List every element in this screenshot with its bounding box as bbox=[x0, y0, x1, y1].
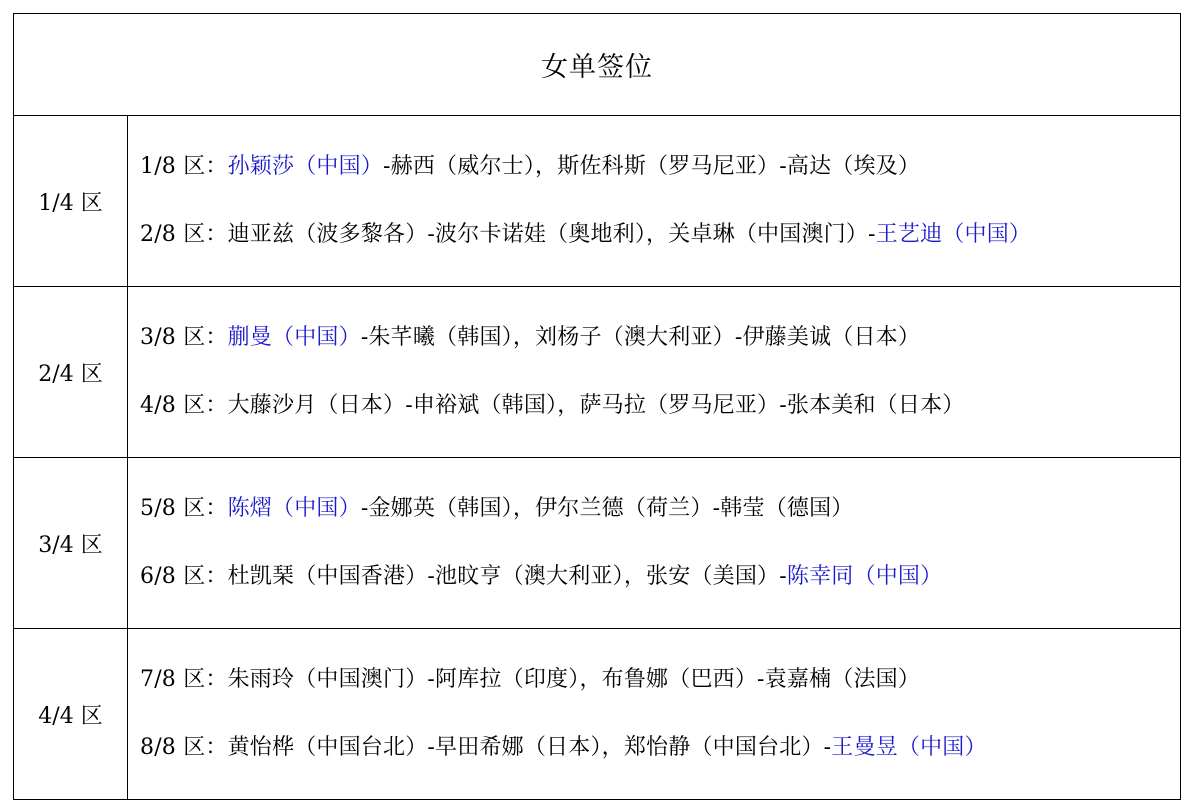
section-players: 黄怡桦（中国台北）-早田希娜（日本），郑怡静（中国台北）- bbox=[227, 735, 832, 760]
section-prefix: 8/8 区： bbox=[140, 735, 228, 760]
group-body bbox=[128, 458, 1180, 628]
page-title: 女单签位 bbox=[541, 52, 653, 83]
section-line-4-8 bbox=[140, 391, 964, 421]
group-label: 2/4 区 bbox=[14, 287, 128, 457]
group-row-1 bbox=[14, 116, 1180, 287]
seed-player: 孙颖莎（中国） bbox=[227, 154, 384, 179]
section-line-6-8 bbox=[140, 562, 942, 592]
section-prefix: 5/8 区： bbox=[140, 496, 228, 521]
seed-player: 陈熠（中国） bbox=[227, 496, 361, 521]
section-line-5-8 bbox=[140, 494, 853, 524]
section-line-8-8 bbox=[140, 733, 987, 763]
chinese-player: 陈幸同（中国） bbox=[786, 564, 943, 589]
section-players: -金娜英（韩国），伊尔兰德（荷兰）-韩莹（德国） bbox=[360, 496, 854, 521]
section-players: 大藤沙月（日本）-申裕斌（韩国），萨马拉（罗马尼亚）-张本美和（日本） bbox=[227, 393, 965, 418]
section-prefix: 6/8 区： bbox=[140, 564, 228, 589]
section-players: -赫西（威尔士），斯佐科斯（罗马尼亚）-高达（埃及） bbox=[383, 154, 921, 179]
section-line-7-8 bbox=[140, 665, 920, 695]
section-prefix: 2/8 区： bbox=[140, 222, 228, 247]
section-line-3-8 bbox=[140, 323, 920, 353]
seed-player: 蒯曼（中国） bbox=[227, 325, 361, 350]
section-players: 朱雨玲（中国澳门）-阿库拉（印度），布鲁娜（巴西）-袁嘉楠（法国） bbox=[227, 667, 921, 692]
group-row-3 bbox=[14, 458, 1180, 629]
section-players: 杜凯琹（中国香港）-池旼亨（澳大利亚），张安（美国）- bbox=[227, 564, 787, 589]
group-body bbox=[128, 287, 1180, 457]
draw-table bbox=[13, 13, 1181, 800]
group-label: 3/4 区 bbox=[14, 458, 128, 628]
section-prefix: 1/8 区： bbox=[140, 154, 228, 179]
title-row bbox=[14, 14, 1180, 116]
group-body bbox=[128, 116, 1180, 286]
chinese-player: 王艺迪（中国） bbox=[875, 222, 1032, 247]
section-line-2-8 bbox=[140, 220, 1031, 250]
group-row-4 bbox=[14, 629, 1180, 800]
section-players: 迪亚兹（波多黎各）-波尔卡诺娃（奥地利），关卓琳（中国澳门）- bbox=[227, 222, 876, 247]
group-label: 4/4 区 bbox=[14, 629, 128, 800]
section-players: -朱芊曦（韩国），刘杨子（澳大利亚）-伊藤美诚（日本） bbox=[360, 325, 921, 350]
group-body bbox=[128, 629, 1180, 800]
section-prefix: 4/8 区： bbox=[140, 393, 228, 418]
section-prefix: 3/8 区： bbox=[140, 325, 228, 350]
group-row-2 bbox=[14, 287, 1180, 458]
group-label: 1/4 区 bbox=[14, 116, 128, 286]
section-prefix: 7/8 区： bbox=[140, 667, 228, 692]
section-line-1-8 bbox=[140, 152, 920, 182]
chinese-player: 王曼昱（中国） bbox=[831, 735, 987, 760]
